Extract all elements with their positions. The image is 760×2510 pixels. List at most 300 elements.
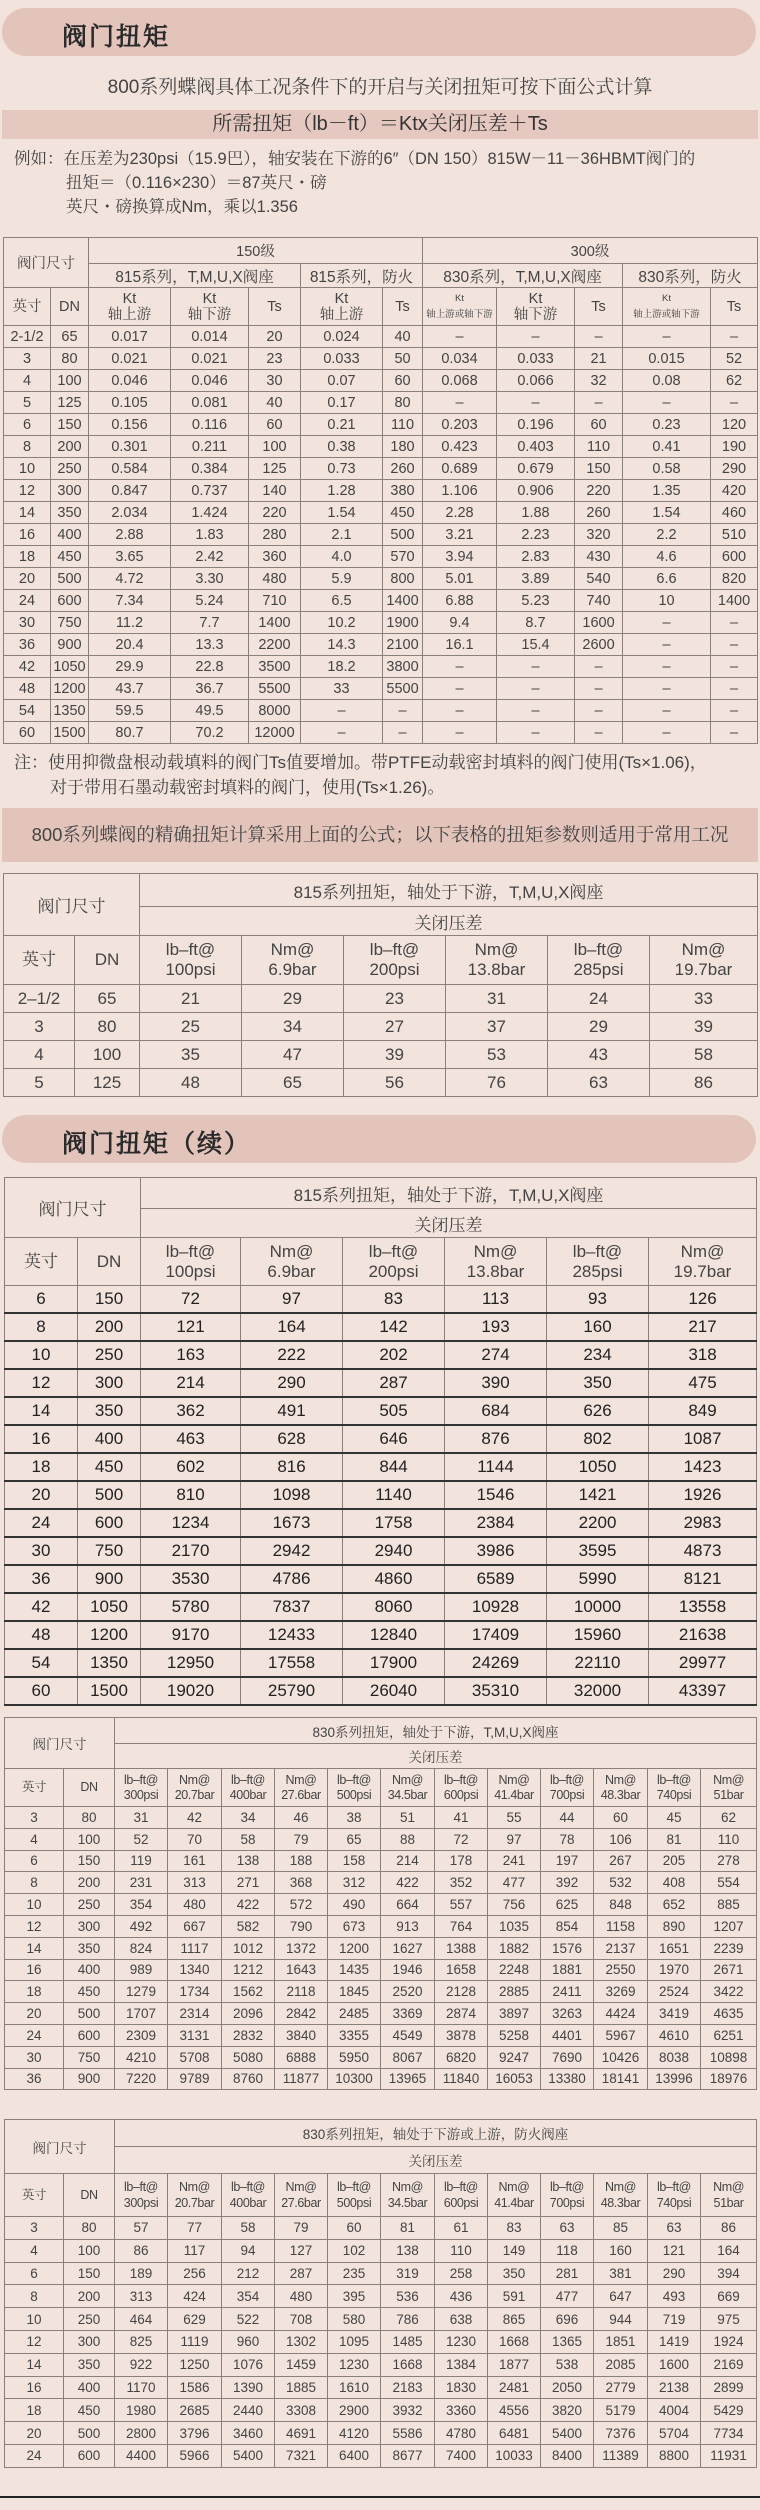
dn-cell: 400 — [78, 1425, 141, 1453]
example-line: 扭矩＝（0.116×230）＝87英尺・磅 — [66, 174, 327, 192]
value-cell: 5.01 — [423, 568, 497, 590]
value-cell: 7837 — [241, 1593, 343, 1621]
value-cell: – — [575, 678, 623, 700]
value-cell: 960 — [222, 2330, 275, 2353]
header-row — [5, 1238, 757, 1286]
value-cell: 287 — [275, 2262, 328, 2285]
value-cell: 126 — [649, 1286, 757, 1314]
value-cell: 205 — [648, 1850, 701, 1872]
value-cell: 2137 — [594, 1937, 648, 1959]
value-cell: 0.73 — [301, 458, 383, 480]
value-cell: 13.3 — [171, 634, 249, 656]
size-inch-cell: 20 — [5, 2003, 64, 2025]
value-cell: 0.584 — [89, 458, 171, 480]
table-row — [4, 568, 758, 590]
value-cell: 2.42 — [171, 546, 249, 568]
value-cell: 113 — [445, 1286, 547, 1314]
value-cell: 42 — [168, 1807, 222, 1829]
value-cell: 684 — [445, 1397, 547, 1425]
size-inch-cell: 20 — [5, 1481, 78, 1509]
value-cell: 6589 — [445, 1565, 547, 1593]
value-cell: 267 — [594, 1850, 648, 1872]
value-cell: 120 — [711, 414, 758, 436]
table-row — [4, 370, 758, 392]
dn-cell: 450 — [64, 1981, 115, 2003]
column-header: lb–ft@ 285psi — [547, 1238, 649, 1286]
value-cell: 8677 — [381, 2444, 435, 2467]
value-cell: 160 — [594, 2239, 648, 2262]
value-cell: 12433 — [241, 1621, 343, 1649]
header-row — [5, 2120, 757, 2147]
value-cell: 1668 — [381, 2353, 435, 2376]
value-cell: 1845 — [328, 1981, 381, 2003]
table-row — [4, 502, 758, 524]
value-cell: 1388 — [435, 1937, 488, 1959]
value-cell: 8067 — [381, 2046, 435, 2068]
value-cell: 646 — [343, 1425, 445, 1453]
value-cell: 3.89 — [497, 568, 575, 590]
value-cell: 1035 — [488, 1915, 541, 1937]
value-cell: 77 — [168, 2217, 222, 2240]
value-cell: 6251 — [701, 2024, 757, 2046]
closing-pressure-header: 关闭压差 — [141, 1209, 757, 1238]
group-header: 830系列，T,M,U,X阀座 — [423, 264, 623, 288]
column-header: Nm@ 13.8bar — [445, 1238, 547, 1286]
section-title: 阀门扭矩（续） — [62, 1129, 252, 1158]
dn-cell: 250 — [51, 458, 89, 480]
value-cell: 3269 — [594, 1981, 648, 2003]
value-cell: 652 — [648, 1894, 701, 1916]
value-cell: 0.196 — [497, 414, 575, 436]
value-cell: 6888 — [275, 2046, 328, 2068]
kt-ts-table — [3, 237, 758, 744]
value-cell: – — [623, 634, 711, 656]
column-header: lb–ft@ 600psi — [435, 2174, 488, 2217]
value-cell: 3986 — [445, 1537, 547, 1565]
value-cell: 35 — [140, 1041, 242, 1069]
value-cell: 164 — [701, 2239, 757, 2262]
value-cell: 890 — [648, 1915, 701, 1937]
value-cell: 65 — [328, 1828, 381, 1850]
value-cell: 0.156 — [89, 414, 171, 436]
value-cell: 8760 — [222, 2068, 275, 2090]
value-cell: 647 — [594, 2285, 648, 2308]
dn-cell: 750 — [78, 1537, 141, 1565]
value-cell: 5400 — [222, 2444, 275, 2467]
column-header: lb–ft@ 400bar — [222, 1769, 275, 1807]
column-header: DN — [75, 936, 140, 985]
value-cell: 5179 — [594, 2399, 648, 2422]
value-cell: 1668 — [488, 2330, 541, 2353]
value-cell: 626 — [547, 1397, 649, 1425]
value-cell: – — [623, 722, 711, 744]
value-cell: 30 — [249, 370, 301, 392]
table-title: 830系列扭矩，轴处于下游或上游，防火阀座 — [115, 2120, 757, 2147]
table-row — [5, 2217, 757, 2240]
value-cell: 319 — [381, 2262, 435, 2285]
value-cell: 422 — [222, 1894, 275, 1916]
value-cell: 24 — [548, 985, 650, 1013]
value-cell: 876 — [445, 1425, 547, 1453]
dn-cell: 600 — [64, 2444, 115, 2467]
value-cell: 0.034 — [423, 348, 497, 370]
value-cell: 3369 — [381, 2003, 435, 2025]
value-cell: 6481 — [488, 2422, 541, 2445]
value-cell: 1140 — [343, 1481, 445, 1509]
value-cell: 450 — [383, 502, 423, 524]
value-cell: 2384 — [445, 1509, 547, 1537]
value-cell: 4556 — [488, 2399, 541, 2422]
value-cell: – — [301, 722, 383, 744]
dn-cell: 900 — [51, 634, 89, 656]
value-cell: 0.301 — [89, 436, 171, 458]
value-cell: 21 — [140, 985, 242, 1013]
dn-cell: 400 — [64, 2376, 115, 2399]
value-cell: 4691 — [275, 2422, 328, 2445]
value-cell: 1279 — [115, 1981, 168, 2003]
size-inch-cell: 5 — [4, 392, 51, 414]
value-cell: 3.21 — [423, 524, 497, 546]
value-cell: 1200 — [328, 1937, 381, 1959]
value-cell: 354 — [222, 2285, 275, 2308]
value-cell: 59.5 — [89, 700, 171, 722]
value-cell: 5400 — [541, 2422, 594, 2445]
value-cell: 0.068 — [423, 370, 497, 392]
torque-table-830 — [4, 1717, 757, 2090]
value-cell: – — [497, 392, 575, 414]
dn-cell: 80 — [64, 1807, 115, 1829]
value-cell: – — [423, 678, 497, 700]
column-header: lb–ft@ 700psi — [541, 2174, 594, 2217]
value-cell: 81 — [381, 2217, 435, 2240]
value-cell: 234 — [547, 1341, 649, 1369]
table-row — [5, 1981, 757, 2003]
value-cell: 56 — [344, 1069, 446, 1097]
value-cell: 10426 — [594, 2046, 648, 2068]
value-cell: 3355 — [328, 2024, 381, 2046]
column-header: Kt 轴上游 — [89, 288, 171, 326]
value-cell: 20.4 — [89, 634, 171, 656]
value-cell: 47 — [242, 1041, 344, 1069]
dn-cell: 150 — [64, 2262, 115, 2285]
value-cell: 43 — [548, 1041, 650, 1069]
dn-cell: 300 — [64, 1915, 115, 1937]
value-cell: 4.72 — [89, 568, 171, 590]
value-cell: 161 — [168, 1850, 222, 1872]
value-cell: 1707 — [115, 2003, 168, 2025]
value-cell: – — [575, 722, 623, 744]
value-cell: 477 — [488, 1872, 541, 1894]
value-cell: 4780 — [435, 2422, 488, 2445]
value-cell: 554 — [701, 1872, 757, 1894]
value-cell: 6.88 — [423, 590, 497, 612]
value-cell: 591 — [488, 2285, 541, 2308]
dn-cell: 1200 — [51, 678, 89, 700]
example-line: 例如：在压差为230psi（15.9巴），轴安装在下游的6″（DN 150）815W－11－36HBMT阀门的 — [14, 150, 696, 168]
value-cell: 0.017 — [89, 326, 171, 348]
value-cell: 0.21 — [301, 414, 383, 436]
size-inch-cell: 36 — [4, 634, 51, 656]
table-title: 830系列扭矩，轴处于下游，T,M,U,X阀座 — [115, 1718, 757, 1744]
header-row — [4, 264, 758, 288]
size-inch-cell: 48 — [5, 1621, 78, 1649]
value-cell: 125 — [249, 458, 301, 480]
dn-cell: 500 — [64, 2003, 115, 2025]
value-cell: 1.28 — [301, 480, 383, 502]
value-cell: 354 — [115, 1894, 168, 1916]
header-row — [4, 238, 758, 264]
column-header: Nm@ 48.3bar — [594, 2174, 648, 2217]
value-cell: 260 — [575, 502, 623, 524]
size-inch-cell: 3 — [5, 1807, 64, 1829]
column-header: Nm@ 41.4bar — [488, 2174, 541, 2217]
value-cell: 0.384 — [171, 458, 249, 480]
value-cell: 664 — [381, 1894, 435, 1916]
column-header: Nm@ 6.9bar — [242, 936, 344, 985]
value-cell: 0.203 — [423, 414, 497, 436]
value-cell: 3530 — [141, 1565, 241, 1593]
dn-cell: 500 — [78, 1481, 141, 1509]
value-cell: 2983 — [649, 1509, 757, 1537]
value-cell: 121 — [141, 1313, 241, 1341]
value-cell: 88 — [381, 1828, 435, 1850]
column-header: Nm@ 51bar — [701, 1769, 757, 1807]
example-text — [14, 147, 695, 219]
size-inch-cell: 16 — [4, 524, 51, 546]
value-cell: 32 — [575, 370, 623, 392]
value-cell: – — [301, 700, 383, 722]
value-cell: 1.35 — [623, 480, 711, 502]
value-cell: 480 — [275, 2285, 328, 2308]
table-row — [5, 2444, 757, 2467]
value-cell: 16053 — [488, 2068, 541, 2090]
value-cell: 0.046 — [89, 370, 171, 392]
valve-size-header: 阀门尺寸 — [5, 1718, 115, 1769]
value-cell: 0.015 — [623, 348, 711, 370]
value-cell: 460 — [711, 502, 758, 524]
value-cell: 538 — [541, 2353, 594, 2376]
value-cell: 2899 — [701, 2376, 757, 2399]
table-row — [4, 722, 758, 744]
value-cell: 31 — [446, 985, 548, 1013]
value-cell: 4873 — [649, 1537, 757, 1565]
value-cell: 0.021 — [171, 348, 249, 370]
value-cell: 80.7 — [89, 722, 171, 744]
note-line: 注：使用抑微盘根动载填料的阀门Ts值要增加。带PTFE动载密封填料的阀门使用(Ts×1.06)， — [14, 753, 707, 772]
value-cell: 1758 — [343, 1509, 445, 1537]
value-cell: 11840 — [435, 2068, 488, 2090]
torque-table-815-small — [3, 873, 758, 1097]
column-header: Ts — [711, 288, 758, 326]
size-inch-cell: 6 — [5, 1286, 78, 1314]
value-cell: 865 — [488, 2308, 541, 2331]
size-inch-cell: 30 — [5, 1537, 78, 1565]
size-inch-cell: 6 — [5, 2262, 64, 2285]
value-cell: 6820 — [435, 2046, 488, 2068]
value-cell: 37 — [446, 1013, 548, 1041]
value-cell: 17409 — [445, 1621, 547, 1649]
size-inch-cell: 3 — [4, 1013, 75, 1041]
value-cell: – — [575, 700, 623, 722]
value-cell: 0.081 — [171, 392, 249, 414]
value-cell: 70 — [168, 1828, 222, 1850]
value-cell: 138 — [381, 2239, 435, 2262]
value-cell: 2685 — [168, 2399, 222, 2422]
column-header: 英寸 — [5, 2174, 64, 2217]
value-cell: 63 — [548, 1069, 650, 1097]
value-cell: – — [575, 656, 623, 678]
value-cell: 1050 — [547, 1453, 649, 1481]
value-cell: – — [711, 634, 758, 656]
value-cell: 202 — [343, 1341, 445, 1369]
value-cell: 0.689 — [423, 458, 497, 480]
value-cell: 7220 — [115, 2068, 168, 2090]
value-cell: 638 — [435, 2308, 488, 2331]
value-cell: 43.7 — [89, 678, 171, 700]
dn-cell: 250 — [64, 2308, 115, 2331]
value-cell: 350 — [547, 1369, 649, 1397]
table-row — [4, 414, 758, 436]
header-row — [5, 1744, 757, 1769]
value-cell: 2309 — [115, 2024, 168, 2046]
value-cell: 2900 — [328, 2399, 381, 2422]
table-row — [4, 480, 758, 502]
value-cell: 45 — [648, 1807, 701, 1829]
size-inch-cell: 24 — [5, 2024, 64, 2046]
value-cell: 25790 — [241, 1677, 343, 1705]
value-cell: 63 — [648, 2217, 701, 2240]
table-row — [4, 590, 758, 612]
table-row — [5, 1593, 757, 1621]
value-cell: 34 — [222, 1807, 275, 1829]
value-cell: 5950 — [328, 2046, 381, 2068]
value-cell: 3820 — [541, 2399, 594, 2422]
column-header: Ts — [575, 288, 623, 326]
value-cell: 2128 — [435, 1981, 488, 2003]
value-cell: – — [575, 326, 623, 348]
value-cell: 3.30 — [171, 568, 249, 590]
value-cell: 10 — [623, 590, 711, 612]
size-inch-cell: 16 — [5, 2376, 64, 2399]
value-cell: 52 — [711, 348, 758, 370]
value-cell: – — [623, 392, 711, 414]
value-cell: 97 — [488, 1828, 541, 1850]
value-cell: 673 — [328, 1915, 381, 1937]
header-row — [5, 1769, 757, 1807]
value-cell: 1546 — [445, 1481, 547, 1509]
value-cell: 158 — [328, 1850, 381, 1872]
value-cell: 23 — [344, 985, 446, 1013]
value-cell: 1302 — [275, 2330, 328, 2353]
value-cell: 7400 — [435, 2444, 488, 2467]
column-header: lb–ft@ 740psi — [648, 2174, 701, 2217]
value-cell: 475 — [649, 1369, 757, 1397]
value-cell: 0.105 — [89, 392, 171, 414]
value-cell: 350 — [488, 2262, 541, 2285]
value-cell: 740 — [575, 590, 623, 612]
size-inch-cell: 60 — [4, 722, 51, 744]
value-cell: 4.0 — [301, 546, 383, 568]
value-cell: 1250 — [168, 2353, 222, 2376]
table-row — [5, 1677, 757, 1705]
value-cell: 17558 — [241, 1649, 343, 1677]
value-cell: – — [423, 326, 497, 348]
column-header: Kt 轴下游 — [171, 288, 249, 326]
value-cell: 241 — [488, 1850, 541, 1872]
dn-cell: 80 — [51, 348, 89, 370]
value-cell: 1.54 — [301, 502, 383, 524]
size-inch-cell: 5 — [4, 1069, 75, 1097]
value-cell: 408 — [648, 1872, 701, 1894]
value-cell: 505 — [343, 1397, 445, 1425]
size-inch-cell: 18 — [5, 1453, 78, 1481]
value-cell: 20 — [249, 326, 301, 348]
value-cell: 9247 — [488, 2046, 541, 2068]
value-cell: 600 — [711, 546, 758, 568]
table-row — [5, 1649, 757, 1677]
value-cell: 222 — [241, 1341, 343, 1369]
value-cell: 1340 — [168, 1959, 222, 1981]
table-row — [5, 1537, 757, 1565]
value-cell: 19020 — [141, 1677, 241, 1705]
value-cell: 13558 — [649, 1593, 757, 1621]
dn-cell: 350 — [64, 2353, 115, 2376]
value-cell: 36.7 — [171, 678, 249, 700]
table-row — [4, 612, 758, 634]
value-cell: 4860 — [343, 1565, 445, 1593]
value-cell: 26040 — [343, 1677, 445, 1705]
closing-pressure-header: 关闭压差 — [115, 2147, 757, 2174]
value-cell: 212 — [222, 2262, 275, 2285]
dn-cell: 350 — [78, 1397, 141, 1425]
value-cell: 790 — [275, 1915, 328, 1937]
table-row — [4, 1069, 758, 1097]
size-inch-cell: 14 — [5, 2353, 64, 2376]
value-cell: 2.83 — [497, 546, 575, 568]
value-cell: 3.65 — [89, 546, 171, 568]
value-cell: 480 — [168, 1894, 222, 1916]
value-cell: 2671 — [701, 1959, 757, 1981]
value-cell: 4.6 — [623, 546, 711, 568]
value-cell: 55 — [488, 1807, 541, 1829]
intro-text: 800系列蝶阀具体工况条件下的开启与关闭扭矩可按下面公式计算 — [107, 77, 653, 98]
value-cell: 1435 — [328, 1959, 381, 1981]
value-cell: 160 — [547, 1313, 649, 1341]
value-cell: 127 — [275, 2239, 328, 2262]
value-cell: 2050 — [541, 2376, 594, 2399]
dn-cell: 1050 — [51, 656, 89, 678]
table-row — [4, 700, 758, 722]
table-row — [5, 1828, 757, 1850]
value-cell: 313 — [115, 2285, 168, 2308]
size-inch-cell: 36 — [5, 1565, 78, 1593]
value-cell: 60 — [575, 414, 623, 436]
value-cell: 5.9 — [301, 568, 383, 590]
table-row — [5, 1425, 757, 1453]
value-cell: 58 — [650, 1041, 758, 1069]
dn-cell: 400 — [51, 524, 89, 546]
value-cell: 97 — [241, 1286, 343, 1314]
value-cell: 708 — [275, 2308, 328, 2331]
value-cell: – — [623, 656, 711, 678]
value-cell: 318 — [649, 1341, 757, 1369]
column-header: 英寸 — [4, 936, 75, 985]
header-row — [4, 874, 758, 907]
value-cell: – — [623, 326, 711, 348]
value-cell: 312 — [328, 1872, 381, 1894]
value-cell: 9.4 — [423, 612, 497, 634]
value-cell: 21 — [575, 348, 623, 370]
